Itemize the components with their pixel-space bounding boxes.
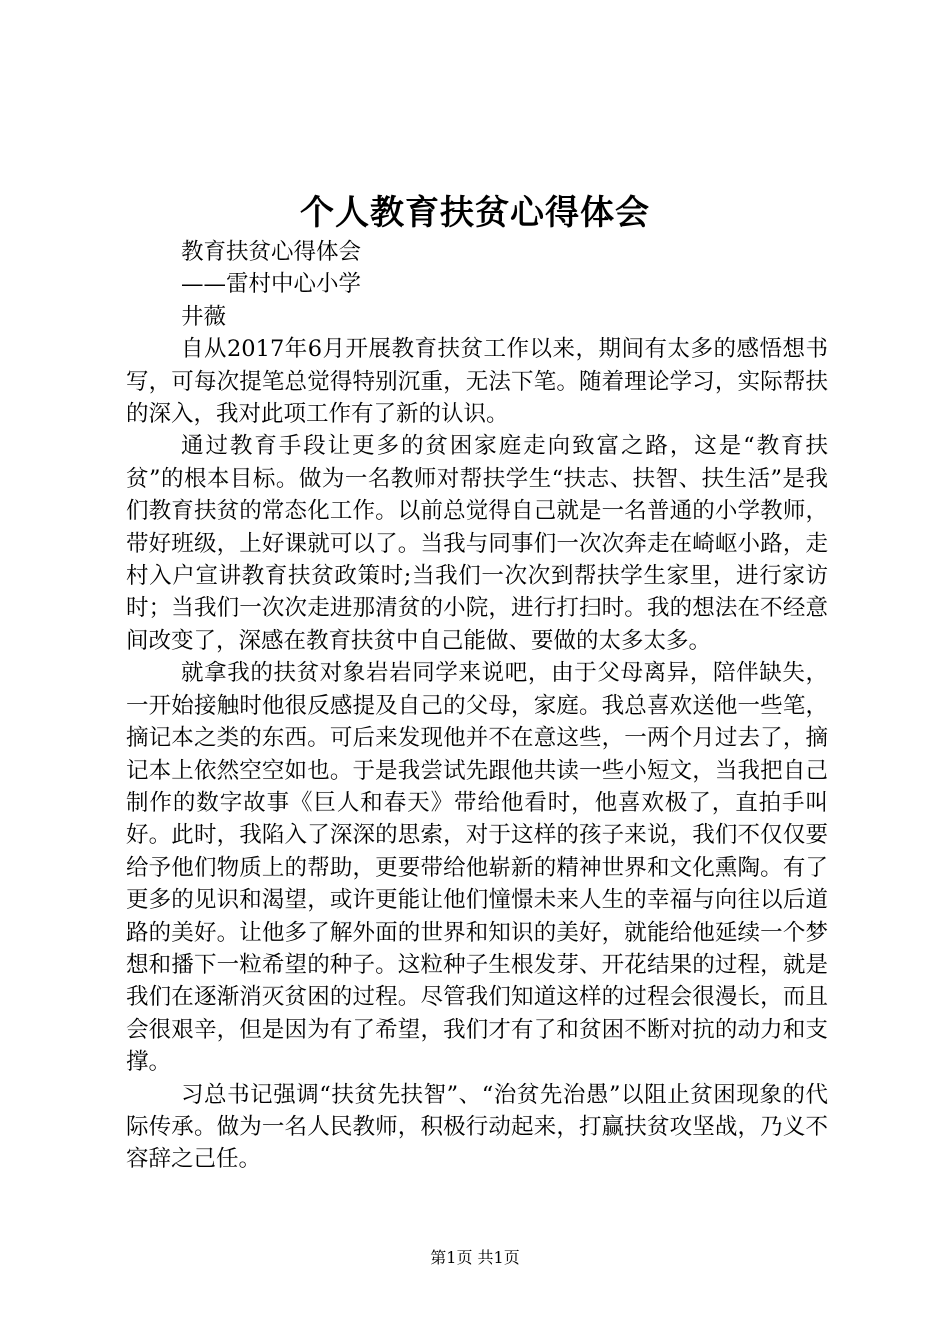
page-footer: 第1页 共1页 (430, 1248, 520, 1267)
paragraph-2: 通过教育手段让更多的贫困家庭走向致富之路，这是“教育扶贫”的根本目标。做为一名教师对帮扶学生“扶志、扶智、扶生活”是我们教育扶贫的常态化工作。以前总觉得自己就是一名普通的小学教师，带好班级，上好课就可以了。当我与同事们一次次奔走在崎岖小路，走村入户宣讲教育扶贫政策时;当我们一次次到帮扶学生家里，进行家访时；当我们一次次走进那清贫的小院，进行打扫时。我的想法在不经意间改变了，深感在教育扶贫中自己能做、要做的太多太多。 (126, 433, 828, 654)
document-body (126, 236, 828, 1176)
paragraph-1: 自从2017年6月开展教育扶贫工作以来，期间有太多的感悟想书写，可每次提笔总觉得特别沉重，无法下笔。随着理论学习，实际帮扶的深入，我对此项工作有了新的认识。 (126, 336, 828, 428)
paragraph-4: 习总书记强调“扶贫先扶智”、“治贫先治愚”以阻止贫困现象的代际传承。做为一名人民教师，积极行动起来，打赢扶贫攻坚战，乃义不容辞之己任。 (126, 1081, 828, 1173)
author-line: 井薇 (181, 303, 227, 330)
subtitle-line: 教育扶贫心得体会 (181, 239, 362, 265)
document-title: 个人教育扶贫心得体会 (300, 193, 650, 233)
paragraph-3: 就拿我的扶贫对象岩岩同学来说吧，由于父母离异，陪伴缺失，一开始接触时他很反感提及自己的父母，家庭。我总喜欢送他一些笔，摘记本之类的东西。可后来发现他并不在意这些，一两个月过去了，摘记本上依然空空如也。于是我尝试先跟他共读一些小短文，当我把自己制作的数字故事《巨人和春天》带给他看时，他喜欢极了，直拍手叫好。此时，我陷入了深深的思索，对于这样的孩子来说，我们不仅仅要给予他们物质上的帮助，更要带给他崭新的精神世界和文化熏陶。有了更多的见识和渴望，或许更能让他们憧憬未来人生的幸福与向往以后道路的美好。让他多了解外面的世界和知识的美好，就能给他延续一个梦想和播下一粒希望的种子。这粒种子生根发芽、开花结果的过程，就是我们在逐渐消灭贫困的过程。尽管我们知道这样的过程会很漫长，而且会很艰辛，但是因为有了希望，我们才有了和贫困不断对抗的动力和支撑。 (126, 660, 828, 1076)
school-line: ——雷村中心小学 (181, 271, 362, 298)
